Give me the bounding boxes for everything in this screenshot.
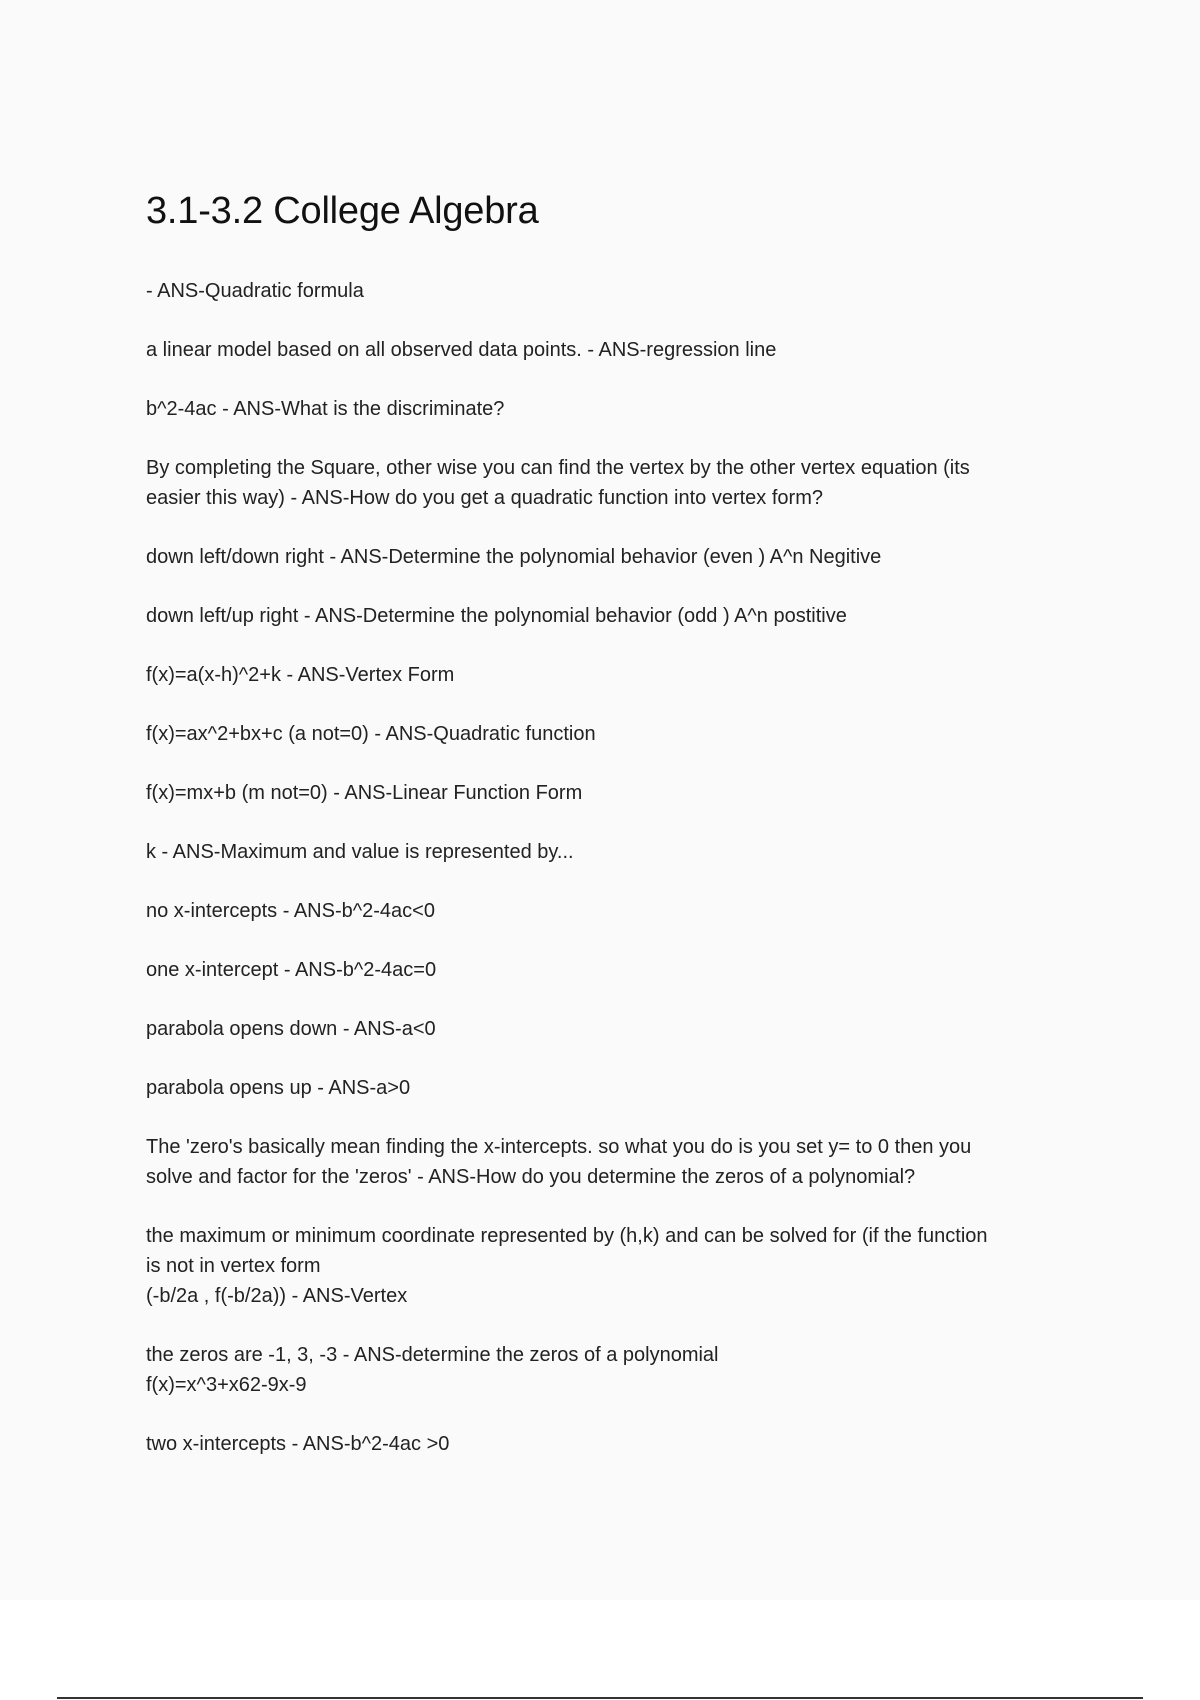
flashcard-entry: f(x)=mx+b (m not=0) - ANS-Linear Function Form	[146, 782, 583, 804]
flashcard-entry: f(x)=ax^2+bx+c (a not=0) - ANS-Quadratic function	[146, 723, 596, 745]
flashcard-entry: down left/up right - ANS-Determine the polynomial behavior (odd ) A^n postitive	[146, 605, 847, 627]
flashcard-entry: down left/down right - ANS-Determine the polynomial behavior (even ) A^n Negitive	[146, 546, 882, 568]
flashcard-entry: By completing the Square, other wise you can find the vertex by the other vertex equation (its easier this way) - ANS-How do you get a quadratic function into vertex form?	[146, 457, 970, 509]
flashcard-entry: The 'zero's basically mean finding the x-intercepts. so what you do is you set y= to 0 then you solve and factor for the 'zeros' - ANS-How do you determine the zeros of a polynomial?	[146, 1136, 972, 1188]
flashcard-entry: parabola opens down - ANS-a<0	[146, 1018, 436, 1040]
flashcard-entry: parabola opens up - ANS-a>0	[146, 1077, 411, 1099]
flashcard-entry: b^2-4ac - ANS-What is the discriminate?	[146, 398, 505, 420]
document-content	[146, 184, 1086, 1488]
footer-divider	[57, 1697, 1143, 1699]
flashcard-entry: the zeros are -1, 3, -3 - ANS-determine the zeros of a polynomial f(x)=x^3+x62-9x-9	[146, 1344, 719, 1396]
flashcard-entry: the maximum or minimum coordinate represented by (h,k) and can be solved for (if the function is not in vertex form (-b/2a , f(-b/2a)) - ANS-Vertex	[146, 1225, 988, 1307]
document-title: 3.1-3.2 College Algebra	[146, 190, 539, 232]
flashcard-entry: k - ANS-Maximum and value is represented by...	[146, 841, 574, 863]
flashcard-entry: f(x)=a(x-h)^2+k - ANS-Vertex Form	[146, 664, 455, 686]
flashcard-entry: a linear model based on all observed data points. - ANS-regression line	[146, 339, 777, 361]
flashcard-entry: no x-intercepts - ANS-b^2-4ac<0	[146, 900, 435, 922]
flashcard-entry: two x-intercepts - ANS-b^2-4ac >0	[146, 1433, 450, 1455]
flashcard-entry: one x-intercept - ANS-b^2-4ac=0	[146, 959, 437, 981]
flashcard-entry: - ANS-Quadratic formula	[146, 280, 364, 302]
